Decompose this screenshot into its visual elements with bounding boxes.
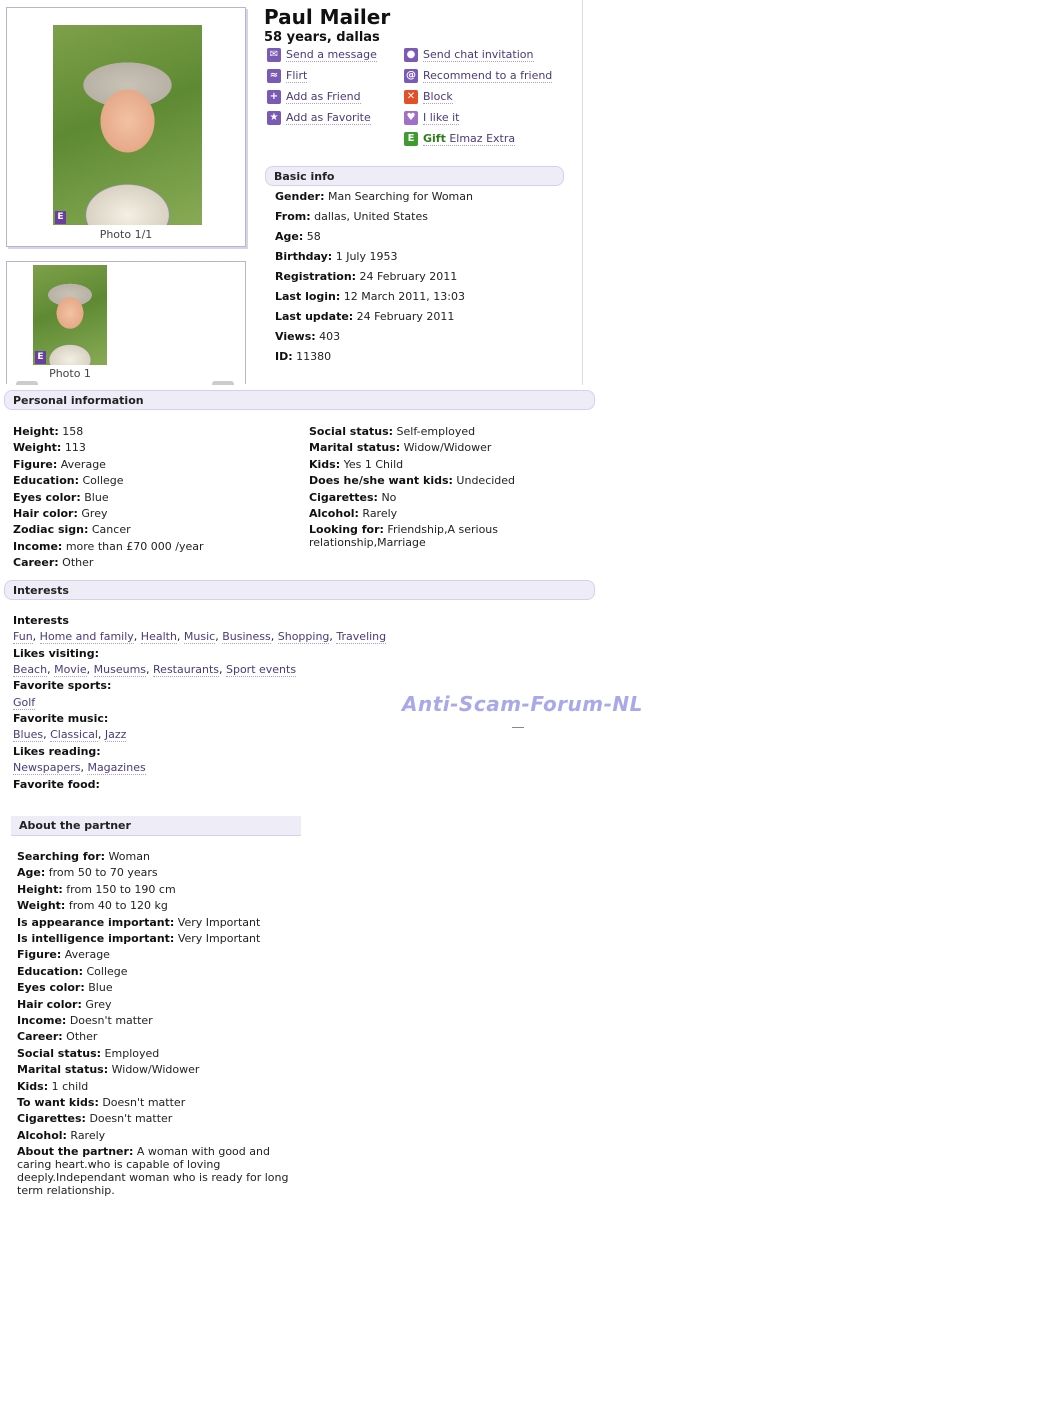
partner-row-value: Other <box>62 1030 98 1044</box>
interest-link[interactable]: Business <box>222 630 271 643</box>
separator: , <box>176 630 184 643</box>
partner-row-label: Eyes color: <box>17 981 85 995</box>
profile-name: Paul Mailer <box>264 5 391 29</box>
basic-info-row-label: Gender: <box>275 190 325 203</box>
visiting-link[interactable]: Beach <box>13 663 48 676</box>
partner-row <box>17 998 111 1011</box>
basic-info-row-label: ID: <box>275 350 293 363</box>
personal-info-row <box>309 425 475 438</box>
partner-row-label: Career: <box>17 1030 63 1044</box>
partner-row <box>17 850 150 863</box>
personal-info-row-value: Rarely <box>358 507 398 520</box>
personal-info-row <box>13 441 86 454</box>
partner-row-value: Rarely <box>66 1128 106 1142</box>
basic-info-row-label: From: <box>275 210 311 223</box>
partner-row <box>17 899 168 912</box>
add-friend-button[interactable]: + Add as Friend <box>267 89 361 105</box>
personal-info-row <box>309 507 397 520</box>
partner-row <box>17 1112 172 1125</box>
thumb-next-button[interactable] <box>212 381 234 385</box>
basic-info-row-value: dallas, United States <box>310 210 428 223</box>
partner-about-value: A woman with good and caring heart.who is capable of loving deeply.Independant woman who is ready for long term relationship. <box>17 1145 289 1198</box>
star-icon: ★ <box>267 111 281 125</box>
personal-info-row <box>13 458 106 471</box>
like-button[interactable]: ♥ I like it <box>404 110 459 126</box>
partner-row-value: Doesn't matter <box>98 1096 186 1109</box>
personal-info-row-label: Height: <box>13 425 59 438</box>
personal-info-row-value: Other <box>58 556 94 570</box>
partner-row-label: Searching for: <box>17 850 106 863</box>
partner-row <box>17 1096 185 1109</box>
envelope-icon: ✉ <box>267 48 281 62</box>
partner-row-label: Alcohol: <box>17 1128 67 1142</box>
interests-label: Interests <box>13 614 69 627</box>
personal-info-row <box>13 523 131 536</box>
interests-header: Interests <box>4 580 595 600</box>
interest-link[interactable]: Fun <box>13 630 33 643</box>
personal-info-row-value: Average <box>57 457 106 471</box>
basic-info-row-value: 24 February 2011 <box>353 310 455 323</box>
visiting-link[interactable]: Restaurants <box>153 663 219 676</box>
partner-row-value: from 50 to 70 years <box>45 866 158 880</box>
basic-info-row <box>275 310 454 323</box>
at-sign-icon: @ <box>406 70 416 81</box>
partner-row-value: from 40 to 120 kg <box>65 899 168 913</box>
photo-caption: Photo 1/1 <box>99 228 153 241</box>
basic-info-header: Basic info <box>265 166 564 186</box>
personal-info-row <box>13 474 124 487</box>
personal-info-row-value: Undecided <box>452 474 516 488</box>
personal-info-row <box>309 458 403 471</box>
personal-info-row-value: College <box>78 474 124 488</box>
partner-row-label: Is appearance important: <box>17 915 175 929</box>
basic-info-row-value: 12 March 2011, 13:03 <box>340 290 465 303</box>
basic-info-row-value: 58 <box>303 230 321 243</box>
personal-info-row-value: 113 <box>61 441 86 455</box>
partner-row <box>17 1047 159 1060</box>
partner-row-value: Doesn't matter <box>66 1014 153 1027</box>
personal-info-row-value: Blue <box>80 490 109 504</box>
basic-info-row-label: Birthday: <box>275 250 333 263</box>
basic-info-row-value: 1 July 1953 <box>332 250 398 263</box>
personal-info-row <box>309 523 529 549</box>
visiting-link[interactable]: Museums <box>93 663 147 676</box>
partner-row-value: Doesn't matter <box>85 1112 173 1126</box>
partner-row-value: Employed <box>101 1046 160 1060</box>
reading-link[interactable]: Magazines <box>87 761 146 774</box>
interest-link[interactable]: Home and family <box>39 630 134 643</box>
partner-row <box>17 1080 88 1093</box>
partner-row-label: To want kids: <box>17 1096 99 1109</box>
music-link[interactable]: Blues <box>13 728 44 741</box>
basic-info-row-value: 24 February 2011 <box>356 270 458 283</box>
plus-icon: + <box>267 90 281 104</box>
interest-link[interactable]: Health <box>140 630 177 643</box>
partner-row-label: Cigarettes: <box>17 1112 86 1126</box>
personal-info-row-label: Income: <box>13 539 63 553</box>
separator: , <box>133 630 141 643</box>
personal-info-row-label: Education: <box>13 474 79 488</box>
separator: , <box>86 663 94 676</box>
basic-info-row-label: Views: <box>275 330 316 343</box>
basic-info-row-label: Registration: <box>275 270 357 283</box>
flirt-button[interactable]: ≈ Flirt <box>267 68 307 84</box>
sport-link[interactable]: Golf <box>13 696 36 709</box>
personal-info-row <box>13 507 107 520</box>
personal-info-row-value: Widow/Widower <box>400 441 492 455</box>
visiting-links <box>13 663 296 676</box>
basic-info-row-value: Man Searching for Woman <box>324 190 473 203</box>
partner-row-label: Figure: <box>17 948 62 962</box>
heart-icon: ♥ <box>404 111 418 125</box>
favorite-food-label: Favorite food: <box>13 778 100 791</box>
partner-row-value: Very Important <box>174 932 261 945</box>
partner-row-label: Marital status: <box>17 1063 109 1077</box>
separator: , <box>329 630 337 643</box>
site-logo-icon: E <box>35 351 46 364</box>
personal-info-row-label: Cigarettes: <box>309 490 378 504</box>
partner-row-label: Kids: <box>17 1079 49 1093</box>
profile-subtitle: 58 years, dallas <box>264 30 380 45</box>
basic-info-row-label: Age: <box>275 230 304 243</box>
partner-row <box>17 965 128 978</box>
partner-row-value: College <box>82 964 128 978</box>
personal-info-row-label: Kids: <box>309 457 341 471</box>
thumbnail-caption: Photo 1 <box>49 367 91 380</box>
partner-row-label: Hair color: <box>17 997 82 1011</box>
basic-info-row <box>275 230 321 243</box>
partner-row <box>17 866 158 879</box>
music-link[interactable]: Classical <box>50 728 98 741</box>
interest-links <box>13 630 386 643</box>
personal-info-row <box>309 441 491 454</box>
personal-info-row-label: Alcohol: <box>309 507 359 520</box>
basic-info-row-value: 403 <box>315 330 341 343</box>
sport-links <box>13 696 35 709</box>
personal-info-row <box>309 491 396 504</box>
about-partner-header: About the partner <box>11 816 301 836</box>
basic-info-row-label: Last login: <box>275 290 341 303</box>
partner-row-value: Widow/Widower <box>108 1063 200 1077</box>
partner-row <box>17 1063 199 1076</box>
flirt-icon: ≈ <box>267 69 281 83</box>
basic-info-row-value: 11380 <box>292 350 332 363</box>
partner-row <box>17 916 260 929</box>
partner-row <box>17 932 260 945</box>
personal-info-row-label: Zodiac sign: <box>13 523 89 537</box>
basic-info-row <box>275 190 473 203</box>
partner-row-value: Woman <box>105 850 150 863</box>
personal-info-row-label: Looking for: <box>309 523 384 537</box>
block-x-icon: ✕ <box>404 90 418 104</box>
music-link[interactable]: Jazz <box>104 728 127 741</box>
interest-link[interactable]: Shopping <box>277 630 330 643</box>
basic-info-row <box>275 210 428 223</box>
partner-row-label: Height: <box>17 882 63 896</box>
basic-info-row <box>275 330 340 343</box>
personal-info-header: Personal information <box>4 390 595 410</box>
basic-info-row <box>275 290 465 303</box>
reading-link[interactable]: Newspapers <box>13 761 81 774</box>
separator: , <box>97 728 105 741</box>
partner-row-label: Is intelligence important: <box>17 932 175 945</box>
separator: , <box>215 630 223 643</box>
separator: , <box>270 630 278 643</box>
music-links <box>13 728 126 741</box>
column-divider <box>582 0 583 385</box>
personal-info-row-label: Does he/she want kids: <box>309 474 453 488</box>
recommend-button[interactable]: @ Recommend to a friend <box>406 69 553 82</box>
partner-row-label: Education: <box>17 964 83 978</box>
personal-info-row-label: Career: <box>13 556 59 570</box>
partner-row <box>17 1014 153 1027</box>
watermark: Anti-Scam-Forum-NL <box>402 692 643 716</box>
site-logo-icon: E <box>55 211 66 224</box>
personal-info-row-value: Grey <box>77 507 108 520</box>
separator: , <box>47 663 55 676</box>
partner-about <box>17 1145 302 1197</box>
personal-info-row-value: Yes 1 Child <box>340 457 404 471</box>
elmaz-extra-icon: E <box>404 132 418 146</box>
likes-reading-label: Likes reading: <box>13 745 101 758</box>
visiting-link[interactable]: Movie <box>54 663 87 676</box>
main-photo-frame <box>6 7 246 247</box>
basic-info-row <box>275 350 331 363</box>
separator: , <box>32 630 40 643</box>
profile-photo[interactable] <box>53 25 202 225</box>
personal-info-row-value: 158 <box>58 425 84 438</box>
partner-row-label: Weight: <box>17 899 66 913</box>
partner-about-label: About the partner: <box>17 1145 134 1159</box>
basic-info-row <box>275 270 457 283</box>
send-message-button[interactable]: ✉ Send a message <box>267 47 377 63</box>
partner-row <box>17 948 110 961</box>
add-favorite-button[interactable]: ★ Add as Favorite <box>267 110 371 126</box>
separator: , <box>218 663 226 676</box>
interest-link[interactable]: Traveling <box>336 630 387 643</box>
partner-row <box>17 981 113 994</box>
partner-row-label: Income: <box>17 1014 67 1027</box>
personal-info-row-label: Social status: <box>309 425 394 438</box>
personal-info-row-value: Self-employed <box>393 425 476 438</box>
send-chat-invitation-button[interactable]: ● Send chat invitation <box>404 47 534 63</box>
personal-info-row-label: Weight: <box>13 441 62 455</box>
partner-row-value: Average <box>61 948 110 962</box>
photo-thumbnail[interactable] <box>33 265 107 365</box>
partner-row <box>17 1030 97 1043</box>
gift-elmaz-extra-button[interactable]: E Gift Elmaz Extra <box>404 131 515 147</box>
personal-info-row-value: more than £70 000 /year <box>62 539 204 553</box>
basic-info-row <box>275 250 397 263</box>
partner-row-value: from 150 to 190 cm <box>62 882 176 896</box>
partner-row-value: Very Important <box>174 915 261 929</box>
personal-info-row-value: Friendship,A serious relationship,Marriage <box>309 523 499 550</box>
partner-row <box>17 1129 105 1142</box>
separator: , <box>43 728 51 741</box>
personal-info-row <box>13 491 109 504</box>
basic-info-row-label: Last update: <box>275 310 354 323</box>
personal-info-row <box>13 540 204 553</box>
visiting-link[interactable]: Sport events <box>225 663 297 676</box>
partner-row-label: Social status: <box>17 1046 102 1060</box>
favorite-music-label: Favorite music: <box>13 712 109 725</box>
personal-info-row-label: Marital status: <box>309 441 401 455</box>
personal-info-row <box>13 556 93 569</box>
thumb-prev-button[interactable] <box>16 381 38 385</box>
partner-row-value: 1 child <box>48 1079 89 1093</box>
reading-links <box>13 761 146 774</box>
partner-row-value: Blue <box>84 981 113 995</box>
interest-link[interactable]: Music <box>183 630 216 643</box>
partner-row <box>17 883 176 896</box>
personal-info-row-label: Eyes color: <box>13 490 81 504</box>
personal-info-row <box>13 425 83 438</box>
personal-info-row-label: Figure: <box>13 457 58 471</box>
separator: , <box>146 663 154 676</box>
personal-info-row <box>309 474 515 487</box>
favorite-sports-label: Favorite sports: <box>13 679 112 692</box>
thumbnail-strip <box>6 261 246 384</box>
partner-row-value: Grey <box>81 997 112 1011</box>
divider <box>512 727 524 728</box>
personal-info-row-label: Hair color: <box>13 507 78 520</box>
likes-visiting-label: Likes visiting: <box>13 647 100 660</box>
personal-info-row-value: Cancer <box>88 523 131 537</box>
block-button[interactable]: ✕ Block <box>404 89 453 105</box>
chat-bubble-icon: ● <box>404 48 418 62</box>
personal-info-row-value: No <box>377 490 397 504</box>
separator: , <box>80 761 88 774</box>
partner-row-label: Age: <box>17 866 46 880</box>
